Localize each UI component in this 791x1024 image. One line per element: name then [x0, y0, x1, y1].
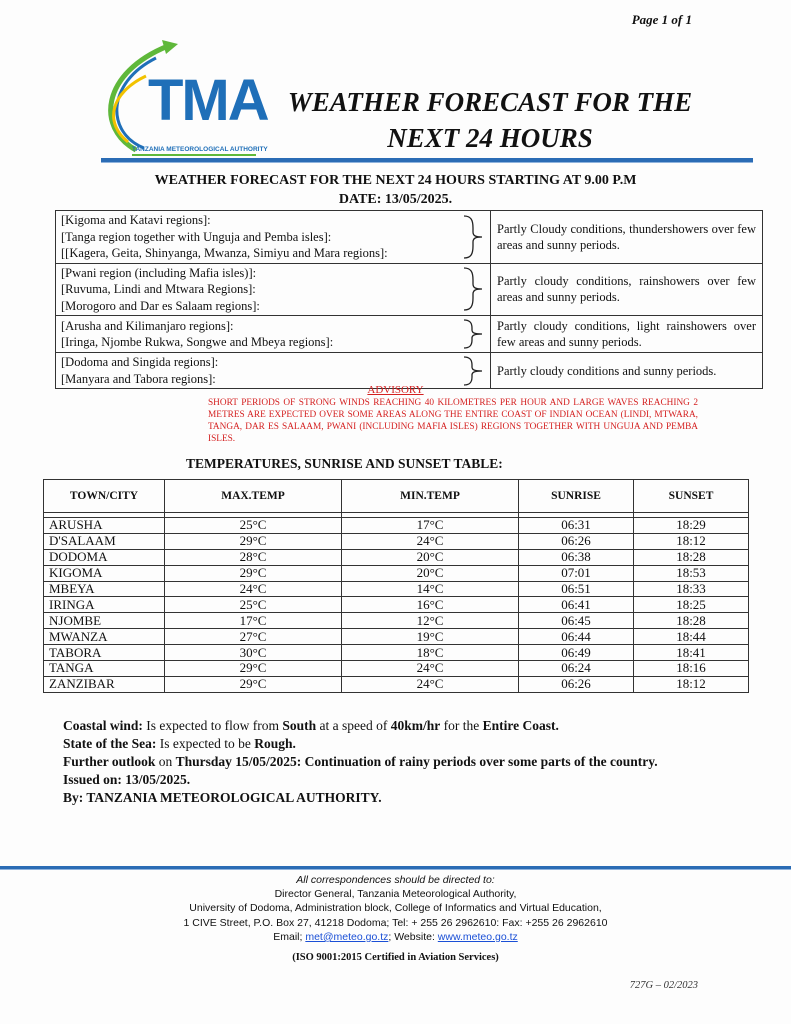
cell-sunset: 18:12	[634, 676, 749, 692]
temperature-table-heading: TEMPERATURES, SUNRISE AND SUNSET TABLE:	[186, 456, 503, 471]
note-text: Is expected to flow from	[142, 718, 283, 733]
cell-min-temp: 24°C	[342, 661, 519, 677]
outlook-note	[63, 753, 723, 771]
cell-sunrise: 06:44	[519, 629, 634, 645]
cell-sunrise: 06:31	[519, 518, 634, 534]
cell-town: DODOMA	[44, 549, 165, 565]
email-link[interactable]: met@meteo.go.tz	[305, 930, 389, 943]
cell-min-temp: 20°C	[342, 565, 519, 581]
cell-sunset: 18:33	[634, 581, 749, 597]
forecast-condition: Partly cloudy conditions, light rainshowers over few areas and sunny periods.	[491, 316, 763, 353]
table-header-row	[44, 480, 749, 513]
region-group: [[Kagera, Geita, Shinyanga, Mwanza, Simiyu and Mara regions]:	[61, 246, 388, 260]
region-group: [Manyara and Tabora regions]:	[61, 371, 216, 386]
forecast-subtitle: WEATHER FORECAST FOR THE NEXT 24 HOURS STARTING AT 9.00 P.M	[154, 173, 637, 188]
title-line-2: NEXT 24 HOURS	[387, 123, 593, 153]
email-label: Email;	[273, 930, 306, 943]
footer-address-line: Director General, Tanzania Meteorological Authority,	[274, 888, 517, 901]
table-row	[44, 597, 749, 613]
forecast-condition: Partly cloudy conditions and sunny periods.	[491, 353, 763, 389]
cell-sunrise: 06:24	[519, 661, 634, 677]
note-text: Is expected to be	[156, 736, 255, 751]
region-group: [Tanga region together with Unguja and Pemba isles]:	[61, 229, 332, 244]
table-row	[44, 613, 749, 629]
cell-max-temp: 29°C	[165, 661, 342, 677]
table-row	[44, 518, 749, 534]
cell-max-temp: 27°C	[165, 629, 342, 645]
footer-divider	[0, 866, 791, 870]
iso-certification: (ISO 9001:2015 Certified in Aviation Services)	[292, 952, 499, 963]
logo-subtitle: TANZANIA METEOROLOGICAL AUTHORITY	[132, 146, 268, 153]
column-header: TOWN/CITY	[44, 480, 165, 513]
region-group: [Morogoro and Dar es Salaam regions]:	[61, 298, 260, 313]
cell-min-temp: 24°C	[342, 676, 519, 692]
cell-sunset: 18:25	[634, 597, 749, 613]
cell-town: NJOMBE	[44, 613, 165, 629]
logo-text: TMA	[148, 68, 268, 133]
cell-min-temp: 14°C	[342, 581, 519, 597]
forecast-row	[56, 211, 763, 264]
cell-min-temp: 24°C	[342, 533, 519, 549]
cell-max-temp: 24°C	[165, 581, 342, 597]
table-row	[44, 549, 749, 565]
cell-town: TABORA	[44, 645, 165, 661]
column-header: SUNRISE	[519, 480, 634, 513]
region-group: [Pwani region (including Mafia isles)]:	[61, 265, 257, 280]
cell-sunset: 18:28	[634, 549, 749, 565]
footer-address-line: 1 CIVE Street, P.O. Box 27, 41218 Dodoma; Tel: + 255 26 2962610: Fax: +255 26 2962610	[183, 916, 608, 929]
note-text: at a speed of	[316, 718, 391, 733]
cell-sunrise: 06:45	[519, 613, 634, 629]
cell-min-temp: 19°C	[342, 629, 519, 645]
cell-max-temp: 28°C	[165, 549, 342, 565]
table-row	[44, 581, 749, 597]
cell-max-temp: 29°C	[165, 565, 342, 581]
region-group: [Arusha and Kilimanjaro regions]:	[61, 318, 234, 333]
note-text: on	[155, 754, 176, 769]
forecast-regions	[56, 316, 457, 353]
cell-sunset: 18:41	[634, 645, 749, 661]
page-title	[270, 84, 710, 156]
table-row	[44, 629, 749, 645]
cell-max-temp: 25°C	[165, 597, 342, 613]
region-group: [Ruvuma, Lindi and Mtwara Regions]:	[61, 282, 256, 296]
cell-sunset: 18:44	[634, 629, 749, 645]
forecast-condition: Partly cloudy conditions, rainshowers over few areas and sunny periods.	[491, 263, 763, 316]
advisory-title: ADVISORY	[367, 384, 424, 396]
cell-max-temp: 30°C	[165, 645, 342, 661]
brace-icon	[456, 316, 491, 353]
brace-icon	[456, 211, 491, 264]
forecast-condition: Partly Cloudy conditions, thundershowers over few areas and sunny periods.	[491, 211, 763, 264]
footer-address-line: University of Dodoma, Administration block, College of Informatics and Virtual Education,	[189, 902, 602, 915]
region-group: [Iringa, Njombe Rukwa, Songwe and Mbeya regions]:	[61, 335, 334, 349]
page-number: Page 1 of 1	[631, 12, 692, 27]
website-label: ; Website:	[388, 930, 438, 943]
issued-on	[63, 771, 723, 789]
title-line-1: WEATHER FORECAST FOR THE	[287, 87, 693, 117]
issued-date: Issued on: 13/05/2025.	[63, 772, 191, 787]
table-row	[44, 645, 749, 661]
cell-town: IRINGA	[44, 597, 165, 613]
region-group: [Dodoma and Singida regions]:	[61, 355, 219, 369]
wind-direction: South	[282, 718, 317, 733]
cell-max-temp: 29°C	[165, 676, 342, 692]
cell-sunrise: 07:01	[519, 565, 634, 581]
coastal-wind-note	[63, 717, 723, 735]
forecast-row	[56, 263, 763, 316]
cell-min-temp: 12°C	[342, 613, 519, 629]
cell-sunrise: 06:26	[519, 533, 634, 549]
wind-speed: 40km/hr	[390, 718, 441, 733]
cell-min-temp: 20°C	[342, 549, 519, 565]
cell-max-temp: 29°C	[165, 533, 342, 549]
forecast-notes	[63, 717, 723, 807]
cell-sunrise: 06:49	[519, 645, 634, 661]
cell-sunset: 18:53	[634, 565, 749, 581]
footer-contact	[0, 873, 791, 944]
brace-icon	[456, 263, 491, 316]
column-header: MAX.TEMP	[165, 480, 342, 513]
cell-sunrise: 06:41	[519, 597, 634, 613]
cell-town: TANGA	[44, 661, 165, 677]
footer-intro: All correspondences should be directed to:	[296, 874, 495, 886]
issuer: By: TANZANIA METEOROLOGICAL AUTHORITY.	[63, 790, 382, 805]
sea-state-note	[63, 735, 723, 753]
coastal-wind-label: Coastal wind:	[63, 718, 143, 733]
issued-by	[63, 789, 723, 807]
cell-town: MBEYA	[44, 581, 165, 597]
cell-sunrise: 06:51	[519, 581, 634, 597]
forecast-regions	[56, 263, 457, 316]
table-row	[44, 565, 749, 581]
outlook-label: Further outlook	[63, 754, 156, 769]
header-divider	[101, 158, 753, 163]
cell-sunset: 18:29	[634, 518, 749, 534]
forecast-regions	[56, 211, 457, 264]
sea-label: State of the Sea:	[63, 736, 157, 751]
cell-min-temp: 16°C	[342, 597, 519, 613]
table-row	[44, 661, 749, 677]
note-text: for the	[440, 718, 483, 733]
cell-town: MWANZA	[44, 629, 165, 645]
form-code: 727G – 02/2023	[629, 980, 698, 991]
regional-forecast-table	[55, 210, 763, 389]
cell-max-temp: 17°C	[165, 613, 342, 629]
cell-town: D'SALAAM	[44, 533, 165, 549]
footer-links	[0, 930, 791, 944]
cell-min-temp: 18°C	[342, 645, 519, 661]
outlook-detail: Thursday 15/05/2025: Continuation of rainy periods over some parts of the country.	[175, 754, 658, 769]
cell-sunset: 18:28	[634, 613, 749, 629]
sea-state: Rough.	[254, 736, 296, 751]
cell-sunrise: 06:26	[519, 676, 634, 692]
tma-logo	[96, 38, 266, 160]
cell-town: ARUSHA	[44, 518, 165, 534]
temperature-table	[43, 479, 749, 693]
column-header: SUNSET	[634, 480, 749, 513]
advisory-text: SHORT PERIODS OF STRONG WINDS REACHING 40 KILOMETRES PER HOUR AND LARGE WAVES REACHING 2 METRES ARE EXPECTED OVER SOME AREAS ALONG THE ENTIRE COAST OF INDIAN OCEAN (LINDI, MTWARA, TANGA, DAR ES SALAAM, PWANI (INCLUDING MAFIA ISLES) REGIONS TOGETHER WITH UNGUJA AND PEMBA ISLES.	[208, 398, 698, 444]
table-row	[44, 533, 749, 549]
cell-sunset: 18:12	[634, 533, 749, 549]
wind-area: Entire Coast.	[482, 718, 559, 733]
website-link[interactable]: www.meteo.go.tz	[437, 930, 518, 943]
cell-sunset: 18:16	[634, 661, 749, 677]
cell-min-temp: 17°C	[342, 518, 519, 534]
forecast-row	[56, 316, 763, 353]
region-group: [Kigoma and Katavi regions]:	[61, 213, 211, 227]
forecast-date: DATE: 13/05/2025.	[338, 192, 453, 207]
cell-sunrise: 06:38	[519, 549, 634, 565]
table-row	[44, 676, 749, 692]
cell-town: ZANZIBAR	[44, 676, 165, 692]
column-header: MIN.TEMP	[342, 480, 519, 513]
cell-max-temp: 25°C	[165, 518, 342, 534]
cell-town: KIGOMA	[44, 565, 165, 581]
